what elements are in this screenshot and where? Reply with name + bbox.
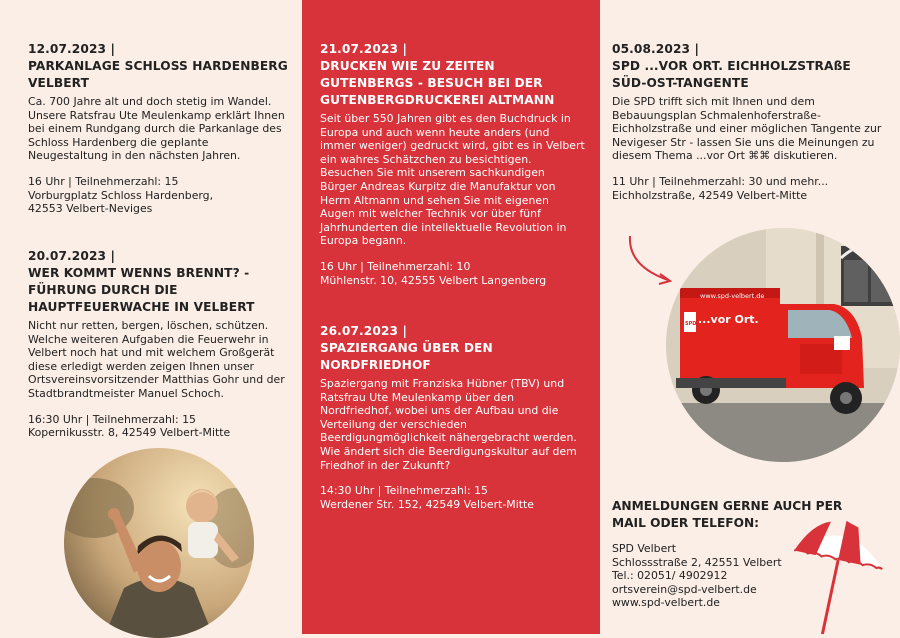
- umbrella-icon: [786, 516, 892, 634]
- event-date: 12.07.2023 |: [28, 42, 115, 56]
- event-description: Nicht nur retten, bergen, löschen, schützen. Welche weiteren Aufgaben die Feuerwehr in Velbert noch hat und mit welchem Großgerät diese erledigt werden zeigen Ihnen unser Ortsvereinsvorsitzender Matthias Gohr und der Stadtbrandtmeister Manuel Schoch.: [28, 319, 285, 400]
- arrow-icon: [624, 232, 684, 292]
- event-title: SPD ...VOR ORT. EICHHOLZSTRAßE SÜD-OST-TANGENTE: [612, 59, 851, 90]
- event-location: Vorburgplatz Schloss Hardenberg,: [28, 188, 214, 202]
- event-card: [28, 248, 292, 440]
- event-time: 16 Uhr | Teilnehmerzahl: 15: [28, 174, 179, 188]
- event-location: Eichholzstraße, 42549 Velbert-Mitte: [612, 188, 808, 202]
- van-logo-text: SPD: [685, 321, 697, 327]
- event-meta: [320, 484, 585, 511]
- event-meta: [320, 260, 585, 287]
- event-title: DRUCKEN WIE ZU ZEITEN GUTENBERGS - BESUCH BEI DER GUTENBERGDRUCKEREI ALTMANN: [320, 59, 555, 107]
- event-description: Spaziergang mit Franziska Hübner (TBV) und Ratsfrau Ute Meulenkamp über den Nordfriedhof, wobei uns der Aufbau und die Verteilung der verschieden Beerdigungmöglichkeit nähergebracht werden. Wie ändert sich die Beerdigungskultur auf dem Friedhof in der Zukunft?: [320, 377, 577, 472]
- family-photo: [64, 448, 254, 638]
- event-meta: [28, 175, 290, 216]
- van-slogan-text: ...vor Ort.: [698, 313, 759, 326]
- van-banner-text: www.spd-velbert.de: [700, 292, 765, 300]
- left-column: [0, 0, 302, 634]
- event-meta: [28, 413, 292, 440]
- event-date: 05.08.2023 |: [612, 42, 699, 56]
- event-title: WER KOMMT WENNS BRENNT? - FÜHRUNG DURCH DIE HAUPTFEUERWACHE IN VELBERT: [28, 266, 255, 314]
- event-card: [320, 41, 585, 287]
- event-title: SPAZIERGANG ÜBER DEN NORDFRIEDHOF: [320, 341, 493, 372]
- event-location: Mühlenstr. 10, 42555 Velbert Langenberg: [320, 273, 547, 287]
- event-card: [320, 323, 585, 511]
- contact-org: SPD Velbert: [612, 542, 677, 555]
- contact-phone: Tel.: 02051/ 4902912: [612, 569, 728, 583]
- event-card: [612, 41, 888, 202]
- event-date: 21.07.2023 |: [320, 42, 407, 56]
- event-date: 20.07.2023 |: [28, 249, 115, 263]
- event-title: PARKANLAGE SCHLOSS HARDENBERG VELBERT: [28, 59, 288, 90]
- event-date: 26.07.2023 |: [320, 324, 407, 338]
- contact-heading: ANMELDUNGEN GERNE AUCH PER MAIL ODER TELEFON:: [612, 499, 843, 530]
- contact-email[interactable]: ortsverein@spd-velbert.de: [612, 582, 757, 596]
- event-location: Werdener Str. 152, 42549 Velbert-Mitte: [320, 497, 534, 511]
- right-column: [600, 0, 900, 634]
- event-meta: [612, 175, 888, 202]
- event-location: 42553 Velbert-Neviges: [28, 202, 153, 216]
- event-time: 11 Uhr | Teilnehmerzahl: 30 und mehr...: [612, 174, 829, 188]
- van-photo: [666, 228, 900, 462]
- event-description: Ca. 700 Jahre alt und doch stetig im Wandel. Unsere Ratsfrau Ute Meulenkamp erklärt Ihnen bei einem Rundgang durch die Parkanlage des Schloss Hardenberg die geplante Neugestaltung in den nächsten Jahren.: [28, 95, 285, 163]
- event-card: [28, 41, 290, 216]
- event-location: Kopernikusstr. 8, 42549 Velbert-Mitte: [28, 426, 231, 440]
- event-time: 16 Uhr | Teilnehmerzahl: 10: [320, 259, 471, 273]
- contact-website[interactable]: www.spd-velbert.de: [612, 596, 720, 610]
- contact-address: Schlossstraße 2, 42551 Velbert: [612, 555, 782, 569]
- event-time: 16:30 Uhr | Teilnehmerzahl: 15: [28, 412, 196, 426]
- event-description: Die SPD trifft sich mit Ihnen und dem Bebauungsplan Schmalenhoferstraße-Eichholzstraße und einer möglichen Tangente zur Nevigeser Str - lassen Sie uns die Meinungen zu diesem Thema ...vor Ort ⌘⌘ diskutieren.: [612, 95, 882, 163]
- middle-column: [302, 0, 600, 634]
- event-time: 14:30 Uhr | Teilnehmerzahl: 15: [320, 484, 488, 498]
- event-description: Seit über 550 Jahren gibt es den Buchdruck in Europa und auch wenn heute anders (und immer weniger) gedruckt wird, gibt es in Velbert ein wahres Schätzchen zu besichtigen. Besuchen Sie mit unserem sachkundigen Bürger Andreas Kurpitz die Manufaktur von Herrn Altmann und sehen Sie mit eigenen Augen mit welcher Technik vor über fünf Jahrhunderten die intellektuelle Revolution in Europa begann.: [320, 112, 585, 248]
